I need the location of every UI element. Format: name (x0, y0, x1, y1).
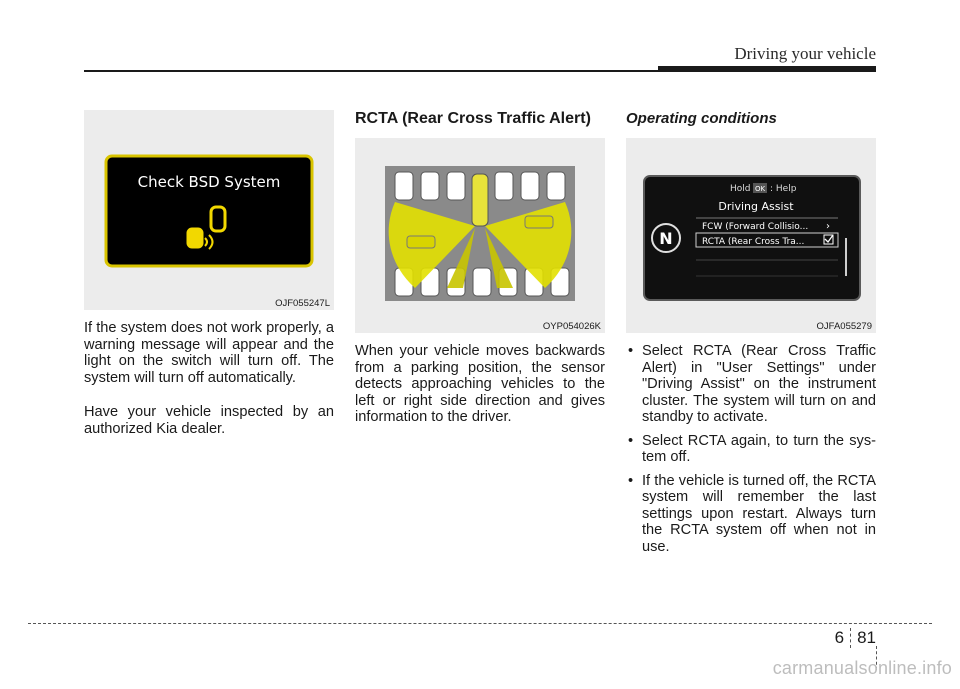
list-item: • If the vehicle is turned off, the RCTA system will remember the last settings upon restart. Always turn the RCTA system off when not in use. (628, 472, 876, 555)
watermark-text: carmanualsonline.info (772, 658, 952, 678)
column-2 (355, 110, 605, 444)
rcta-parking-illustration (355, 138, 605, 333)
header-rule-accent (658, 66, 876, 72)
paragraph-system-fault: If the system does not work properly, a warning message will appear and the light on the switch will turn off. The system will turn off automatically. (84, 320, 334, 386)
menu-item-fcw: FCW (Forward Collisio... (702, 222, 809, 232)
ok-key-label: OK (754, 185, 766, 193)
cluster-menu-figure (626, 138, 876, 333)
section-title-rcta: RCTA (Rear Cross Traffic Alert) (355, 110, 591, 127)
list-item: • Select RCTA again, to turn the sys- tem off. (628, 432, 876, 465)
operating-conditions-list (626, 343, 876, 555)
page-number (835, 628, 876, 648)
column-3 (626, 110, 876, 562)
page-header-title: Driving your vehicle (734, 44, 876, 63)
rcta-figure (355, 138, 605, 333)
figure-caption: OJF055247L (275, 298, 330, 309)
paragraph-rcta-description: When your vehicle moves backwards from a parking position, the sensor detects approaching vehicles to the left or right side direction and gives information to the driver. (355, 343, 605, 425)
paragraph-inspection: Have your vehicle inspected by an authorized Kia dealer. (84, 404, 334, 437)
page-number-value: 81 (857, 628, 876, 647)
figure-caption: OJFA055279 (816, 321, 872, 332)
section-title-operating-conditions: Operating conditions (626, 110, 777, 127)
list-item: • Select RCTA (Rear Cross Traffic Alert) in "User Settings" under "Driving Assist" on the instrument cluster. The system will turn on and standby to activate. (628, 343, 876, 425)
menu-title: Driving Assist (718, 200, 794, 213)
cluster-menu-illustration (626, 138, 876, 333)
host-vehicle-icon (472, 174, 488, 226)
chapter-number: 6 (835, 628, 851, 648)
bsd-message-text: Check BSD System (137, 173, 281, 191)
hold-label: Hold (730, 184, 751, 194)
figure-caption: OYP054026K (542, 321, 601, 332)
bsd-warning-figure (84, 110, 334, 310)
menu-item-rcta: RCTA (Rear Cross Tra... (702, 237, 805, 247)
column-1 (84, 110, 334, 455)
chevron-right-icon: › (826, 221, 830, 232)
bsd-warning-illustration (84, 110, 334, 310)
help-label: : Help (770, 184, 797, 194)
gear-letter: N (659, 229, 673, 248)
footer-rule (28, 623, 932, 624)
